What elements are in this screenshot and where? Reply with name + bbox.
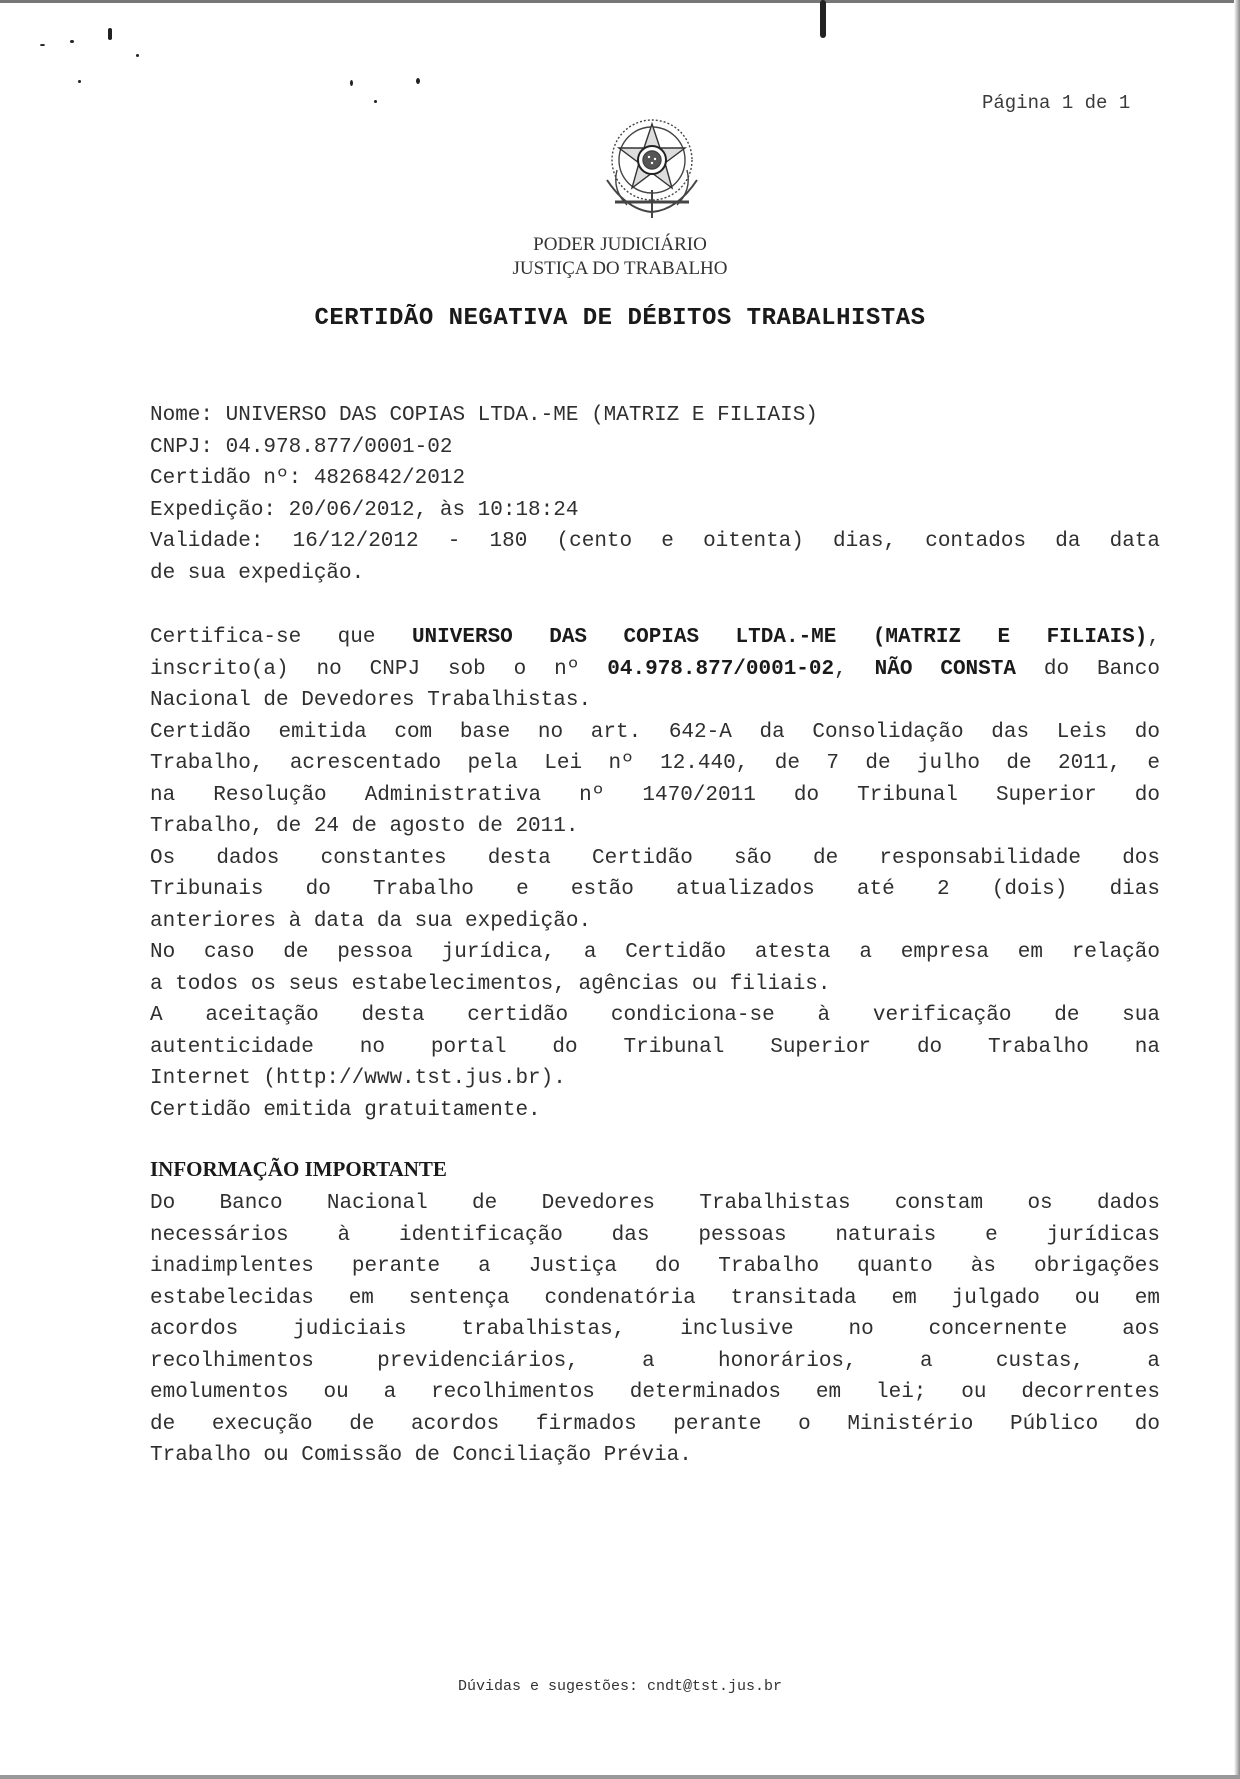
scan-speck	[416, 78, 420, 84]
header-poder-judiciario: PODER JUDICIÁRIO	[533, 234, 707, 255]
scan-speck	[374, 100, 377, 103]
scan-bottom-edge	[0, 1775, 1240, 1779]
scan-speck	[78, 80, 81, 83]
cert-line-12: a todos os seus estabelecimentos, agências ou filiais.	[150, 972, 831, 996]
id-validade-line2: de sua expedição.	[150, 561, 365, 585]
id-cnpj: CNPJ: 04.978.877/0001-02	[150, 435, 453, 459]
brazil-coat-of-arms-icon	[597, 110, 707, 225]
info-line-6: recolhimentos previdenciários, a honorários, a custas, a	[150, 1349, 1160, 1373]
info-line-3: inadimplentes perante a Justiça do Trabalho quanto às obrigações	[150, 1255, 1160, 1278]
cert-cnpj: 04.978.877/0001-02	[607, 657, 835, 681]
cert-line-7: Trabalho, de 24 de agosto de 2011.	[150, 815, 579, 838]
identification-block	[150, 400, 1160, 589]
cert-text: Certifica-se que	[150, 626, 412, 649]
cert-company-name: UNIVERSO DAS COPIAS LTDA.-ME (MATRIZ E FILIAIS)	[411, 626, 1148, 649]
cert-line-16: Certidão emitida gratuitamente.	[150, 1098, 541, 1122]
info-line-9: Trabalho ou Comissão de Conciliação Prévia.	[150, 1444, 692, 1467]
cert-line-4: Certidão emitida com base no art. 642-A da Consolidação das Leis do	[150, 720, 1160, 744]
cert-line-5: Trabalho, acrescentado pela Lei nº 12.440, de 7 de julho de 2011, e	[150, 752, 1160, 775]
info-line-2: necessários à identificação das pessoas naturais e jurídicas	[150, 1223, 1160, 1247]
info-title: INFORMAÇÃO IMPORTANTE	[150, 1157, 447, 1181]
certification-block	[150, 622, 1160, 1126]
id-nome: Nome: UNIVERSO DAS COPIAS LTDA.-ME (MATRIZ E FILIAIS)	[150, 404, 818, 427]
cert-line-13: A aceitação desta certidão condiciona-se à verificação de sua	[150, 1004, 1160, 1027]
cert-line-11: No caso de pessoa jurídica, a Certidão atesta a empresa em relação	[150, 941, 1160, 964]
scan-speck	[136, 54, 139, 57]
cert-line-3: Nacional de Devedores Trabalhistas.	[150, 689, 592, 712]
info-block	[150, 1188, 1160, 1472]
cert-line-9: Tribunais do Trabalho e estão atualizados até 2 (dois) dias	[150, 878, 1160, 901]
cert-line-6: na Resolução Administrativa nº 1470/2011 do Tribunal Superior do	[150, 783, 1160, 807]
cert-text: do Banco	[1015, 657, 1160, 681]
document-title: CERTIDÃO NEGATIVA DE DÉBITOS TRABALHISTAS	[314, 305, 926, 332]
cert-status: NÃO CONSTA	[874, 657, 1016, 681]
cert-text: inscrito(a) no CNPJ sob o nº	[150, 657, 608, 681]
info-line-4: estabelecidas em sentença condenatória transitada em julgado ou em	[150, 1286, 1160, 1310]
cert-line-1	[150, 622, 1160, 654]
scan-speck	[350, 80, 353, 86]
scan-speck	[40, 44, 45, 46]
scan-speck	[108, 28, 112, 40]
cert-text: ,	[834, 657, 875, 681]
id-expedicao: Expedição: 20/06/2012, às 10:18:24	[150, 498, 579, 522]
id-certidao: Certidão nº: 4826842/2012	[150, 467, 466, 490]
info-line-8: de execução de acordos firmados perante o Ministério Público do	[150, 1412, 1160, 1436]
cert-line-2	[150, 654, 1160, 686]
info-line-1: Do Banco Nacional de Devedores Trabalhistas constam os dados	[150, 1192, 1160, 1215]
info-line-7: emolumentos ou a recolhimentos determinados em lei; ou decorrentes	[150, 1381, 1160, 1404]
id-validade-line1: Validade: 16/12/2012 - 180 (cento e oitenta) dias, contados da data	[150, 530, 1160, 553]
page-number: Página 1 de 1	[982, 92, 1131, 114]
cert-line-8: Os dados constantes desta Certidão são de responsabilidade dos	[150, 846, 1160, 870]
header-justica-do-trabalho: JUSTIÇA DO TRABALHO	[512, 258, 728, 279]
info-line-5: acordos judiciais trabalhistas, inclusive no concernente aos	[150, 1318, 1160, 1341]
scan-speck	[70, 40, 74, 43]
scan-speck	[820, 0, 826, 38]
cert-text: ,	[1147, 626, 1160, 649]
cert-line-14: autenticidade no portal do Tribunal Superior do Trabalho na	[150, 1035, 1160, 1059]
footer-contact: Dúvidas e sugestões: cndt@tst.jus.br	[457, 1678, 783, 1695]
cert-line-10: anteriores à data da sua expedição.	[150, 909, 592, 933]
cert-line-15: Internet (http://www.tst.jus.br).	[150, 1067, 566, 1090]
scan-top-edge	[0, 0, 1240, 3]
